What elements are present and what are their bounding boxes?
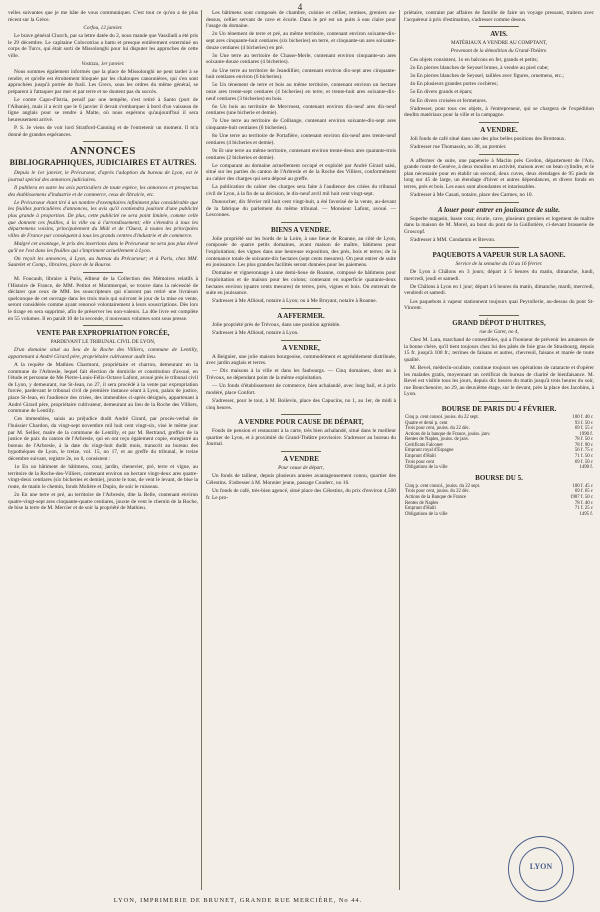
vente-paragraph: 4o Une terre au territoire de Jeandillier, contenant environ dix-sept ares cinquante-huit centiares environ (6 bicheries). (206, 67, 396, 81)
annonces-subheading: BIBLIOGRAPHIQUES, JUDICIAIRES ET AUTRES. (9, 158, 197, 168)
bourse-heading: BOURSE DE PARIS DU 4 FÉVRIER. (441, 404, 557, 413)
notice-paragraph: On reçoit les annonces, à Lyon, au bureau du Précurseur; et à Paris, chez MM. Sautelet et Comp., libraires, place de la Bourse. (8, 255, 198, 269)
vendre3-paragraph: Joli fonds de café situé dans une des plus belles positions des Brotteaux. (410, 135, 566, 142)
vente-paragraph: Les bâtimens sont composés de chambre, cuisine et cellier, remises, greniers au-dessus, cellier servant de cave et écurie. Dans le pré est un puits à eau claire pour l'usage du domaine. (206, 10, 396, 30)
vendre3-heading: A VENDRE. (480, 125, 518, 134)
separator (281, 451, 321, 452)
separator (479, 26, 519, 27)
bourse-value: 1990 f. (579, 431, 593, 437)
postscript: P. S. Je viens de voir lord Stratford-Canning et de l'entretenir un moment. Il m'a donné de grandes espérances. (8, 125, 198, 138)
bourse-label: Emprunt royal d'Espagne (405, 448, 454, 454)
vendre2-paragraph: Un fonds de tailleur, depuis plusieurs années avantageusement connu, quartier des Célestins. S'adresser à M. Monnier jeune, passage Couderc, no 16. (206, 473, 396, 486)
biens-paragraph: S'adresser à Me Allioud, notaire à Lyon; ou à Me Bruyant, notaire à Roanne. (212, 298, 378, 305)
avis-item: 5o En divers grands et épars; (410, 89, 473, 96)
vente-heading: VENTE PAR EXPROPRIATION FORCÉE, (36, 329, 170, 338)
bourse-label: Actions de la banque de France, jouiss. janv. (405, 431, 491, 437)
bourse2-table (404, 484, 594, 518)
column-1 (8, 10, 198, 890)
vente-paragraph: 9o Et une terre au même territoire, contenant environ trente-deux ares quarante-trois centiares (2 bicheries et demie). (206, 148, 396, 161)
imprint: LYON, IMPRIMERIE DE BRUNET, GRANDE RUE MERCIÈRE, No 44. (113, 897, 363, 904)
papeterie-paragraph: A affermer de suite, une papeterie à Maclin près Cerdon, département de l'Ain, grande route de Genève, à deux moulins en activité, maison avec un bean cylindre, et le plan nécessaire pour en établir un second, deux cuves, deux étendages de 95 pieds de long sur 45 de large, un étendage d'hiver et autres dépendances, et divers fonds en terres, prés et bois. Les eaux sont abondantes et intarissables. (404, 157, 594, 191)
avis-item: 3o En pierres blanches de Seyssel, taillées avec figures, ornemens, etc.; (410, 72, 564, 79)
notice-paragraph: Il publiera en outre les avis particuliers de toute espèce, les annonces et prospectus des établissemens d'industrie et de commerce, ceux de librairie, etc. (8, 185, 198, 198)
huitres-heading: GRAND DÉPOT D'HUITRES, (452, 318, 546, 327)
vente-paragraph: 2o Un tènement de terre et pré, au même territoire, contenant environ soixante-dix-sept ares cinquante-huit centiares (six bicheries) en terre, et cinquante-un ares soixante-douze centiares (4 bicheries) en pré. (206, 31, 396, 51)
vendre-heading: A VENDRE, (282, 343, 320, 352)
bourse-value: 69 f. 55 c (574, 426, 593, 432)
bourse-label: Emprunt d'Haïti (405, 506, 436, 512)
vendre-paragraph: — Un fonds d'établissement de commerce, bien achalandé, avec long bail, et à prix modéré, place Confort. (206, 383, 396, 396)
bourse-label: Trois pour cent (405, 459, 435, 465)
avis-heading: AVIS. (490, 30, 508, 39)
bourse-value: 78 f. 90 c (574, 442, 593, 448)
bourse-label: Trois pour cent, jouiss. du 22 déc. (405, 426, 470, 432)
vente-paragraph: 1o En un bâtiment de bâtimens, cour, jardin, chenevier, pré, terre et vigne, au territoire de la Roche-des-Villiers, contenant environ un hectare vingt-deux ares quatre-vingt-deux centiares (six bicheries et demie), jouxte le tout, de vent le levant, de bise la route, de matin le chemin, fonds Molière et Dupin, de soir le ruisseau. (8, 464, 198, 490)
dateline: Vostizza, 1er janvier. (81, 60, 125, 67)
affermer-paragraph: S'adresser à Me Allioud, notaire à Lyon. (212, 330, 299, 337)
notice-paragraph: Depuis le 1er janvier, le Précurseur, d'après l'adoption du bureau de Lyon, est le journal spécial des annonces judiciaires. (8, 170, 198, 183)
bourse-value: 1987 f. 50 c (570, 495, 593, 501)
paquebots-heading: PAQUEBOTS A VAPEUR SUR LA SAONE. (432, 250, 566, 259)
page-number: 4 (297, 2, 303, 12)
separator (479, 315, 519, 316)
separator (83, 325, 123, 326)
column-divider (201, 10, 202, 890)
vente-paragraph: 2o En une terre et pré, au territoire de l'Arbresle, dite la Belle, contenant environ quatre-vingt-sept ares cinquante-quatre centiares, jouxte de vent le chemin de la Roche, de bise la terre de M. Mercier et de soir la propriété de Mathieu. (8, 492, 198, 512)
notice-paragraph: Malgré cet avantage, le prix des insertions dans le Précurseur ne sera pas plus élevé qu'il ne l'est dans les feuilles qui s'impriment actuellement à Lyon. (8, 241, 198, 254)
bourse-value: 1490 f. (579, 465, 593, 471)
louer-heading: A louer pour entrer en jouissance de suite. (437, 205, 561, 214)
louer-paragraph: Superbe magasin, basse cour, écurie, cave, plusieurs greniers et logement de maître dans la maison de M. Morel, au bout du pont de la Guillotière, ci-devant brasserie de Groscopf. (404, 215, 594, 236)
vente-paragraph: 7o Une terre au territoire de Colliange, contenant environ soixante-dix-sept ares cinquante-huit centiares (6 bicheries). (206, 118, 396, 132)
library-stamp (508, 836, 574, 902)
biens-heading: BIENS A VENDRE. (271, 225, 331, 234)
bourse-value: 71 f. 25 c (574, 506, 593, 512)
avis-item: Ces objets consistent, 1o en balcons en fer, grands et petits; (410, 56, 538, 63)
bourse-label: Trois pour cent, jouiss. du 22 déc. (405, 489, 470, 495)
separator (479, 202, 519, 203)
table-row (404, 512, 594, 518)
vente-paragraph: 3o Une terre au territoire de Chasse-Merle, contenant environ cinquante-un ares soixante-douze centiares (4 bicheries). (206, 52, 396, 66)
bourse-value: 1495 f. (579, 511, 593, 517)
vente-paragraph: 5o Un tènement de terre et bois au même territoire, contenant environ un hectare onze ares trente-sept centiares (4 bicheries) en terre, et trente-huit ares soixante-dix-neuf centiares (3 bicheries) en bois. (206, 82, 396, 102)
bourse-value: 78 f. 50 c (574, 437, 593, 443)
bourse-label: Rentes de Naples (405, 500, 439, 506)
papeterie-paragraph: S'adresser à Me Casati, notaire, place des Carmes, no 10. (410, 192, 533, 199)
bourse-label: Cinq p. cent consol. jouiss. du 22 sept. (405, 414, 479, 420)
biens-paragraph: Jolie propriété sur les bords de la Loire, à une lieue de Roanne, au côté de Lyon, composée de quatre petits domaines, avant maison de maître, bâtimens pour l'exploitation; des vignes dans une heureuse exposition, des prés, bois et terres; de la contenance totale de soixante-dix hectares (sept cents mesures). On peut entrer de suite en jouissance. Les plus grandes facilités seront données pour les paiemens. (206, 235, 396, 269)
vendre-paragraph: S'adresser, pour le tout, à M. Boilevin, place des Capucins, no 1, au 1er, de midi à cinq heures. (206, 398, 396, 411)
notice-paragraph: Le Précurseur étant tiré à un nombre d'exemplaires infiniment plus considérable que les feuilles particulières d'annonces, les avis qu'il contiendra jouiront d'une publicité plus grande à proportion. De plus, cette publicité ne sera point limitée, comme celle que donnent ces feuilles, à la ville ou à l'arrondissement; elle s'étendra à tous les départemens voisins, principalement du Midi et de l'Ouest, à toutes les principales villes de France par conséquent à tous les grands centres d'industrie et de commerce. (8, 199, 198, 239)
huitres-paragraph: Chez M. Lara, marchand de comestibles, qui a l'honneur de prévenir les amateurs de la bonne chère, qu'il tient toujours chez lui des pâtés de foie gras de Strasbourg, depuis 15 fr. jusqu'à 100 fr.; terrines de faisans et autres, chevreuil, faisans et marée de toute qualité. (404, 336, 594, 363)
dateline: Corfou, 12 janvier. (83, 24, 123, 31)
vente-paragraph: La publication du cahier des charges sera faite à l'audience des criées du tribunal civil de Lyon, à la fin de sa décision, le dix-neuf avril mil huit cent vingt-sept. (206, 184, 396, 197)
table-row (404, 465, 594, 471)
separator (281, 340, 321, 341)
notice-paragraph: M. Foucault, libraire à Paris, éditeur de la Collection des Mémoires relatifs à l'Histoire de France, de MM. Petitot et Montmerqué, se trouve dans la nécessité de déclarer que ceux de MM. les souscripteurs qui n'auront pas retiré une livraison quelconque de cet ouvrage dans les trois mois qui suivront le jour de la mise en vente, seront considérés comme ayant renoncé volontairement à leurs souscriptions. Dès lors le tirage en sera supprimé, afin de préserver les non-valeurs. La 46e livre est complète en 55 volumes. Il en paraît 10 de la seconde, 4 nouveaux volumes sont sous presse. (8, 275, 198, 322)
bourse-label: Cinq p. cent consol., jouiss. du 22 sept. (405, 483, 481, 489)
separator (479, 401, 519, 402)
paquebots-paragraph: De Châlons à Lyon en 1 jour; départ à 6 heures du matin, dimanche, mardi, mercredi, vendredi et samedi. (404, 283, 594, 297)
vente-paragraph: 8o Une terre au territoire de Portafière, contenant environ dix-neuf ares trente-neuf centiares (4 bicheries et demie). (206, 133, 396, 146)
biens-paragraph: Domaine et vigneronnage à une demi-lieue de Roanne, composé de bâtimens pour l'exploitation et de maison pour les colons; contenant en superficie quarante-deux hectares environ (quatre cents mesures) de terres, prés, vignes et bois. On entrerait de suite en jouissance. (206, 270, 396, 297)
vente-paragraph: Le comparant au domaine actuellement occupé et exploité par André Girard saisi, situé sur les parties du canton de l'Arbresle et de la Roche des Villiers, conformément au cahier des charges qui sera déposé au greffe. (206, 162, 396, 182)
bourse-label: Quatre et demi p. cent (405, 420, 448, 426)
paquebots-paragraph: De Lyon à Châlons en 3 jours; départ à 5 heures du matin, dimanche, lundi, mercredi, jeudi et samedi. (404, 269, 594, 282)
column-2 (206, 10, 396, 890)
bourse-value: 69 f. 65 c (574, 489, 593, 495)
annonces-heading: ANNONCES (70, 145, 136, 158)
bourse-value: 93 f. 50 c (574, 420, 593, 426)
vendre3-paragraph: S'adresser rue Thomassin, no 38, au premier. (410, 144, 507, 151)
separator (479, 154, 519, 155)
vendre-paragraph: A Beignier, une jolie maison bourgeoise, commodément et agréablement distribuée, avec jardin anglais et terres. (206, 353, 396, 367)
bourse-label: Rentes de Naples, jouiss. de janv. (405, 437, 470, 443)
bourse-table (404, 415, 594, 471)
vendre2-paragraph: Un fonds de café, très-bien agencé, situé place des Célestins, du prix d'environ 4,500 fr. Le pro- (206, 487, 396, 501)
avis-item: 2o En pierres blanches de Seyssel brutes, à vendre au pied cube; (410, 64, 549, 71)
avis-subheading-2: Provenant de la démolition du Grand-Théâtre. (450, 48, 548, 55)
bourse2-heading: BOURSE DU 5. (475, 473, 523, 482)
avis-item: 4o En plusieurs grandes portes cochères; (410, 81, 498, 88)
bourse-value: 100 f. 40 c (572, 414, 593, 420)
separator (83, 272, 123, 273)
vente-paragraph: 6o Un bois au territoire de Mercroest, contenant environ dix-neuf ares dix-neuf centiares (une bicherie et demie). (206, 103, 396, 117)
stamp-label: LYON (529, 862, 553, 871)
vente-paragraph: Dunoucher, dix février mil huit cent vingt-huit, a été favorisé de la vente, au-devant de la fabrique du parlement du même tribunal. — Monsieur Lafont, avoué. — Lesconnes. (206, 198, 396, 219)
bourse-value: 56 f. 75 c (574, 448, 593, 454)
separator (281, 414, 321, 415)
bourse-label: Obligations de la ville (405, 465, 448, 471)
bourse-value: 100 f. 45 c (572, 483, 593, 489)
bourse-label: Actions de la Banque de France (405, 495, 467, 501)
separator (479, 122, 519, 123)
separator (479, 247, 519, 248)
news-paragraph: Nous sommes également informés que la place de Missolonghi ne peut tarder à se rendre, et qu'elle est étroitement bloquée par les chaloupes canonnières, qui s'en sont approchées jusqu'à portée de fusil. Les Grecs, sous les ordres du même général, se préparent à l'attaquer par mer et par terre et ne doutent pas du succès. (8, 69, 198, 95)
louer-paragraph: S'adresser à MM. Condamin et Brevon. (410, 237, 496, 244)
vendre2-subheading: Pour cause de départ, (278, 464, 324, 471)
separator (281, 222, 321, 223)
column-divider (399, 10, 400, 890)
depart-paragraph: Fonds de pension et restaurant à la carte, très bien achalandé, situé dans le meilleur quartier de Lyon, et à proximité du Grand-Théâtre provisoire. S'adresser au bureau du Journal. (206, 428, 396, 448)
bourse-label: Obligations de la ville (405, 511, 448, 517)
avis-item: 6o En divers croisées et fermetures. (410, 97, 487, 104)
paquebots-subheading: Service de la semaine du 10 au 16 février. (455, 260, 543, 267)
vente-paragraph: A la requête de Mathieu Charmont, propriétaire et charron, demeurant en la commune de l'Arbresle, lequel fait élection de domicile et constitution d'avoué, en l'étude et personne de Me Pierre-Louis-Félix-Octave Lafont, avoué près le tribunal civil de Lyon, y demeurant, rue St-Jean, no 27, il sera procédé à la vente par expropriation forcée, pardevant le tribunal civil de première instance séant à Lyon, palais de justice, place St-Jean, en l'audience des criées, des immeubles ci-après désignés, appartenant à André Girard père, propriétaire cultivateur, demeurant au lieu de la Roche des Villiers, commune de Lentilly. (8, 362, 198, 415)
paquebots-paragraph: Les paquebots à vapeur stationnent toujours quai Peyrollerie, au-dessus du pont St-Vincent. (404, 298, 594, 312)
vente-subheading: PARDEVANT LE TRIBUNAL CIVIL DE LYON, (50, 339, 156, 346)
vendre-paragraph: — Dix maisons à la ville et dans les faubourgs. — Cinq domaines, dont un à Trévoux, ne dépendant point de la même exploitation. (206, 368, 396, 382)
separator (83, 141, 123, 142)
bourse-value: 78 f. 40 c (574, 500, 593, 506)
news-paragraph: Le brave général Church, par sa lettre datée du 2, nous mande que Vassiladi a été pris le 29 décembre. Le capitaine Colocotrias a battu et presque entièrement exterminé un corps de Turcs, qui était sorti de Missolonghi pour lui disputer les approches de cette ville. (8, 32, 198, 59)
separator (281, 308, 321, 309)
vente-paragraph: D'un domaine situé au lieu de la Roche des Villiers, commune de Lentilly, appartenant à André Girard père, propriétaire cultivateur audit lieu. (8, 347, 198, 360)
continued-paragraph: priétaire, contraint par affaires de famille de faire un voyage pressant, traitera avec l'acquéreur à prix d'estimation, s'adresser comme dessus. (404, 10, 594, 23)
vente-paragraph: Ces immeubles, saisis au préjudice dudit André Girard, par procès-verbal de l'huissier Chardon, du vingt-sept novembre mil huit cent vingt-six, visé le même jour par M. Sellier, maire de la commune de Lentilly, et par M. Bertrand, greffier de la justice de paix du canton de l'Arbresle, qui en ont reçu également copie, enregistré au bureau de l'Arbresle, à la date du vingt-huit dudit mois, transcrit au bureau des hypothèques de Lyon, le treize, vol. 15, no 17, et au greffe du tribunal, le treize décembre suivant, registre 2e, no 6, consistent : (8, 416, 198, 463)
avis-item: S'adresser, pour tous ces objets, à l'entrepreneur, qui se chargera de l'expédition desdits matériaux pour la ville et la campagne. (404, 105, 594, 119)
huitres-subheading: rue de Garet, no 4, (479, 328, 519, 335)
affermer-paragraph: Jolie propriété près de Trévoux, dans une position agréable. (212, 321, 341, 328)
news-paragraph: Le comte Capo-d'Istria, pensif par une tempête, s'est retiré à Santo (port de l'Albanie), mais il a écrit que le 6 janvier il devait s'embarquer à bord d'un vaisseau de ligne anglais pour se rendre à Malte, où nous espérons qu'aujourd'hui il sera heureusement arrivé. (8, 97, 198, 123)
depart-heading: A VENDRE POUR CAUSE DE DÉPART, (238, 418, 364, 427)
bourse-value: 69 f. 50 c (574, 459, 593, 465)
news-intro: velles suivantes que je me hâte de vous communiquer. C'est tout ce qu'on a de plus récent sur la Grèce. (8, 10, 198, 23)
oculiste-paragraph: M. Bevel, médecin-oculiste, continue toujours ses opérations de cataracte et d'opérer les malades gratis, moyennant un certificat du bureau de charité de bienfaisance. M. Bevel est visible tous les jours, depuis dix heures du matin jusqu'à trois heures du soir, rue Bourchenoire, no 29, au deuxième étage, sur le devant, près la place des Jacobins, à Lyon. (404, 364, 594, 398)
bourse-value: 71 f. 50 c (574, 454, 593, 460)
affermer-heading: A AFFERMER. (277, 311, 325, 320)
column-3 (404, 10, 594, 890)
bourse-label: Emprunt d'Haïti (405, 454, 436, 460)
bourse-label: Certificats Falconet (405, 442, 443, 448)
vendre2-heading: A VENDRE (283, 454, 319, 463)
avis-subheading: MATÉRIAUX A VENDRE AU COMPTANT, (450, 40, 548, 47)
